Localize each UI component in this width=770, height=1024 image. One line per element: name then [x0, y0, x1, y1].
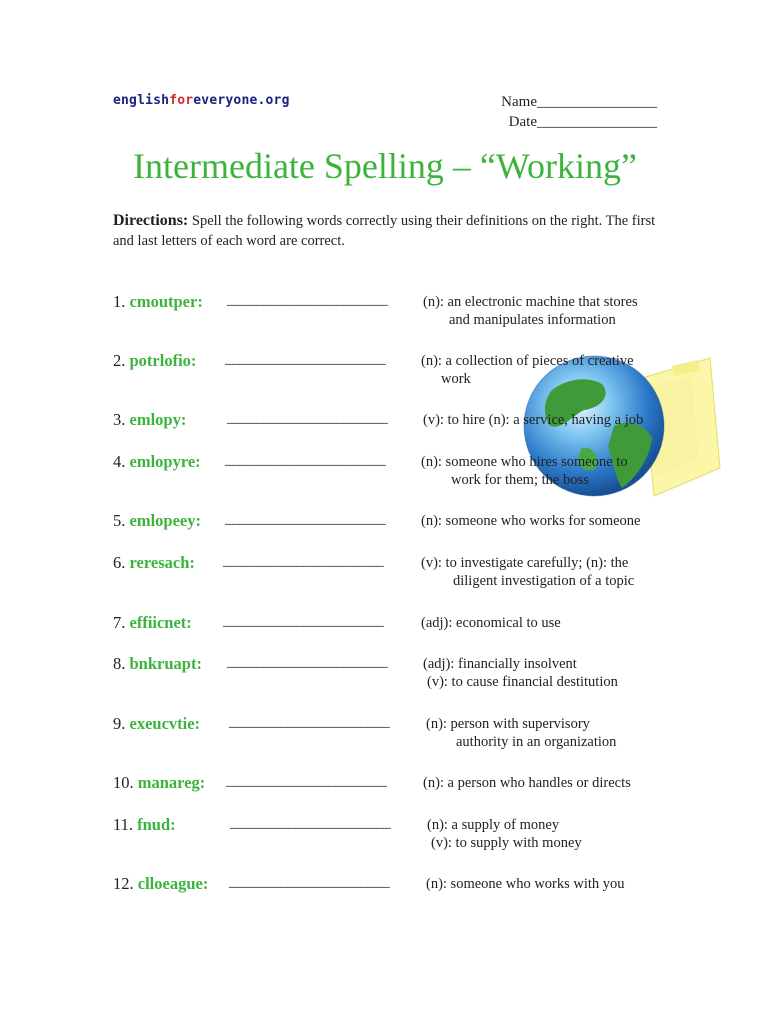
list-item: [113, 292, 673, 332]
definition: (n): someone who works with you: [426, 876, 625, 892]
item-number: 4.: [113, 452, 126, 471]
definition: (n): an electronic machine that stores and manipulates information: [423, 294, 638, 328]
name-field[interactable]: Name________________: [501, 94, 657, 110]
definition: (adj): economical to use: [421, 615, 561, 631]
list-item: [113, 773, 673, 813]
list-item: [113, 714, 673, 754]
item-number: 10.: [113, 773, 134, 792]
list-item: [113, 654, 673, 694]
definition: (v): to hire (n): a service, having a job: [423, 412, 644, 428]
directions-text: Spell the following words correctly using their definitions on the right. The first and last letters of each word are correct.: [113, 213, 656, 249]
list-item: [113, 410, 673, 450]
item-number: 1.: [113, 292, 126, 311]
definition: (adj): financially insolvent (v): to cause financial destitution: [423, 656, 618, 690]
item-number: 7.: [113, 613, 126, 632]
item-number: 9.: [113, 714, 126, 733]
answer-blank[interactable]: ______________________: [225, 452, 386, 468]
definition: (n): a person who handles or directs: [423, 775, 631, 791]
answer-blank[interactable]: ______________________: [229, 874, 390, 890]
logo-english: english: [113, 93, 170, 108]
list-item: [113, 613, 673, 653]
scrambled-word: emlopy:: [129, 410, 187, 429]
definition: (v): to investigate carefully; (n): the diligent investigation of a topic: [421, 555, 635, 589]
scrambled-word: bnkruapt:: [129, 654, 202, 673]
scrambled-word: potrlofio:: [129, 351, 197, 370]
directions: [113, 211, 673, 251]
definition: (n): a collection of pieces of creative work: [421, 353, 634, 387]
list-item: [113, 452, 673, 492]
scrambled-word: manareg:: [137, 773, 206, 792]
definition: (n): a supply of money (v): to supply with money: [427, 817, 582, 851]
item-number: 2.: [113, 351, 126, 370]
answer-blank[interactable]: ______________________: [225, 351, 386, 367]
scrambled-word: cmoutper:: [129, 292, 203, 311]
list-item: [113, 553, 673, 593]
item-number: 12.: [113, 874, 134, 893]
scrambled-word: effiicnet:: [129, 613, 192, 632]
answer-blank[interactable]: ______________________: [227, 292, 388, 308]
scrambled-word: exeucvtie:: [129, 714, 201, 733]
answer-blank[interactable]: ______________________: [223, 553, 384, 569]
answer-blank[interactable]: ______________________: [226, 773, 387, 789]
answer-blank[interactable]: ______________________: [223, 613, 384, 629]
logo-everyone: everyone.org: [193, 93, 290, 108]
item-number: 3.: [113, 410, 126, 429]
definition: (n): someone who works for someone: [421, 513, 641, 529]
name-date-block: [501, 92, 657, 132]
page-title: Intermediate Spelling – “Working”: [133, 146, 637, 186]
scrambled-word: emlopyre:: [129, 452, 201, 471]
item-number: 11.: [113, 815, 134, 834]
scrambled-word: reresach:: [129, 553, 195, 572]
item-number: 6.: [113, 553, 126, 572]
date-field[interactable]: Date________________: [508, 114, 657, 130]
answer-blank[interactable]: ______________________: [227, 410, 388, 426]
directions-label: Directions:: [113, 212, 189, 229]
scrambled-word: fnud:: [137, 815, 176, 834]
site-logo: [113, 93, 290, 108]
logo-for: for: [169, 93, 194, 108]
list-item: [113, 874, 673, 914]
list-item: [113, 351, 673, 391]
scrambled-word: emlopeey:: [129, 511, 201, 530]
item-number: 8.: [113, 654, 126, 673]
list-item: [113, 815, 673, 855]
answer-blank[interactable]: ______________________: [227, 654, 388, 670]
answer-blank[interactable]: ______________________: [230, 815, 391, 831]
definition: (n): someone who hires someone to work for them; the boss: [421, 454, 628, 488]
list-item: [113, 511, 673, 551]
definition: (n): person with supervisory authority in an organization: [426, 716, 617, 750]
scrambled-word: clloeague:: [137, 874, 209, 893]
answer-blank[interactable]: ______________________: [225, 511, 386, 527]
answer-blank[interactable]: ______________________: [229, 714, 390, 730]
item-number: 5.: [113, 511, 126, 530]
